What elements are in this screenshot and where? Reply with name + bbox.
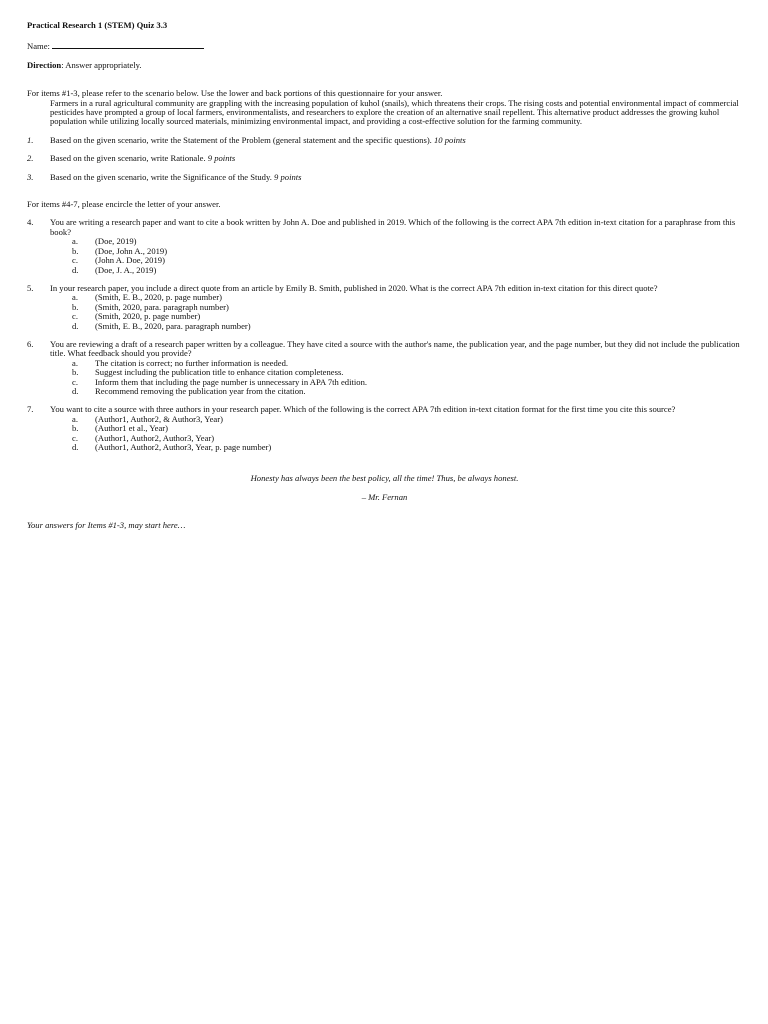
choice-letter[interactable]: b.	[72, 301, 79, 312]
choice-text: (Author1 et al., Year)	[95, 423, 169, 434]
question-text: In your research paper, you include a direct quote from an article by Emily B. Smith, published in 2020. What is the correct APA 7th edition in-text citation for this direct quote?	[50, 282, 658, 293]
item-number: 2.	[27, 153, 34, 164]
item-number: 1.	[27, 134, 34, 145]
choice-text: (Author1, Author2, Author3, Year, p. page number)	[95, 442, 272, 452]
question-7	[27, 405, 742, 452]
choice-list	[72, 237, 742, 275]
open-items	[27, 136, 742, 182]
open-item	[27, 154, 742, 163]
choice-letter[interactable]: a.	[72, 236, 78, 247]
item-points: 9 points	[274, 171, 302, 182]
choice-letter[interactable]: c.	[72, 432, 78, 443]
choice-text: The citation is correct; no further information is needed.	[95, 357, 289, 368]
choice-letter[interactable]: a.	[72, 357, 78, 368]
open-item	[27, 173, 742, 182]
question-body	[50, 405, 742, 452]
name-row	[27, 40, 742, 51]
choice-letter[interactable]: c.	[72, 311, 78, 322]
item-points: 9 points	[207, 153, 236, 164]
choice-letter[interactable]: a.	[72, 292, 78, 303]
choice-d[interactable]	[72, 387, 742, 396]
scenario-paragraph: Farmers in a rural agricultural community are grappling with the increasing population of kuhol (snails), which threatens their crops. The rising costs and potential environmental impact of commercial pesticides have prompted a group of local farmers, environmentalists, and researchers to explore the creation of an alternative snail repellent. This alternative product addresses the growing kuhol population while utilizing locally sourced materials, minimizing environmental impact, and providing a cost-effective solution for the farming community.	[50, 97, 739, 127]
choice-letter[interactable]: c.	[72, 255, 78, 266]
part2-intro: For items #4-7, please encircle the letter of your answer.	[27, 199, 221, 210]
choice-list	[72, 293, 742, 331]
choice-text: (Author1, Author2, & Author3, Year)	[95, 413, 223, 424]
choice-a[interactable]	[72, 415, 742, 424]
item-prompt: Based on the given scenario, write the Significance of the Study.	[50, 171, 272, 182]
item-points: 10 points	[433, 134, 466, 145]
direction-label: Direction	[27, 59, 62, 70]
choice-letter[interactable]: d.	[72, 442, 79, 452]
choice-letter[interactable]: a.	[72, 413, 78, 424]
quiz-page	[27, 21, 742, 531]
choice-b[interactable]	[72, 247, 742, 256]
choice-text: (Smith, 2020, para. paragraph number)	[95, 301, 229, 312]
choice-letter[interactable]: d.	[72, 320, 79, 331]
quote-author: – Mr. Fernan	[361, 491, 408, 502]
choice-text: (John A. Doe, 2019)	[95, 255, 165, 266]
question-text: You want to cite a source with three authors in your research paper. Which of the following is the correct APA 7th edition in-text citation format for the first time you cite this source?	[50, 404, 676, 415]
item-prompt: Based on the given scenario, write the Statement of the Problem (general statement and the specific questions).	[50, 134, 432, 145]
question-body	[50, 340, 742, 396]
multiple-choice-questions	[27, 218, 742, 452]
question-text: You are writing a research paper and want to cite a book written by John A. Doe and published in 2019. Which of the following is the correct APA 7th edition in-text citation for a paraphrase from this book?	[50, 217, 736, 237]
choice-text: (Doe, 2019)	[95, 236, 137, 247]
choice-d[interactable]	[72, 443, 742, 452]
item-prompt: Based on the given scenario, write Rationale.	[50, 153, 206, 164]
choice-c[interactable]	[72, 256, 742, 265]
question-body	[50, 284, 742, 331]
choice-text: (Smith, E. B., 2020, p. page number)	[95, 292, 222, 303]
question-4	[27, 218, 742, 274]
choice-text: (Author1, Author2, Author3, Year)	[95, 432, 215, 443]
item-number: 3.	[27, 171, 34, 182]
choice-list	[72, 415, 742, 453]
question-6	[27, 340, 742, 396]
choice-text: Recommend removing the publication year from the citation.	[95, 385, 306, 396]
choice-letter[interactable]: d.	[72, 385, 79, 396]
choice-d[interactable]	[72, 322, 742, 331]
question-body	[50, 218, 742, 274]
question-number: 5.	[27, 282, 34, 293]
name-label: Name:	[27, 41, 50, 52]
choice-a[interactable]	[72, 237, 742, 246]
question-number: 6.	[27, 338, 34, 349]
choice-text: (Doe, John A., 2019)	[95, 245, 168, 256]
open-item	[27, 136, 742, 145]
choice-list	[72, 359, 742, 397]
choice-text: (Smith, 2020, p. page number)	[95, 311, 201, 322]
direction	[27, 61, 742, 70]
choice-d[interactable]	[72, 266, 742, 275]
question-5	[27, 284, 742, 331]
honesty-quote: Honesty has always been the best policy, all the time! Thus, be always honest.	[250, 473, 519, 484]
answers-note: Your answers for Items #1-3, may start here…	[27, 520, 186, 531]
item-text	[50, 136, 742, 145]
choice-letter[interactable]: b.	[72, 367, 79, 378]
question-text: You are reviewing a draft of a research paper written by a colleague. They have cited a source with the author's name, the publication year, and the page number, but they did not include the publication title. What feedback should you provide?	[50, 338, 740, 359]
choice-text: (Doe, J. A., 2019)	[95, 264, 157, 275]
quiz-title: Practical Research 1 (STEM) Quiz 3.3	[27, 20, 168, 30]
question-number: 4.	[27, 217, 34, 228]
choice-text: Suggest including the publication title to enhance citation completeness.	[95, 367, 344, 378]
name-blank[interactable]	[52, 40, 204, 49]
item-text	[50, 173, 742, 182]
choice-letter[interactable]: b.	[72, 245, 79, 256]
choice-letter[interactable]: d.	[72, 264, 79, 275]
choice-letter[interactable]: c.	[72, 376, 78, 387]
question-number: 7.	[27, 404, 34, 415]
choice-text: (Smith, E. B., 2020, para. paragraph number)	[95, 320, 251, 331]
item-text	[50, 154, 742, 163]
direction-text: : Answer appropriately.	[61, 59, 142, 70]
choice-text: Inform them that including the page number is unnecessary in APA 7th edition.	[95, 376, 368, 387]
part1-intro: For items #1-3, please refer to the scenario below. Use the lower and back portions of this questionnaire for your answer.	[27, 88, 443, 99]
choice-letter[interactable]: b.	[72, 423, 79, 434]
